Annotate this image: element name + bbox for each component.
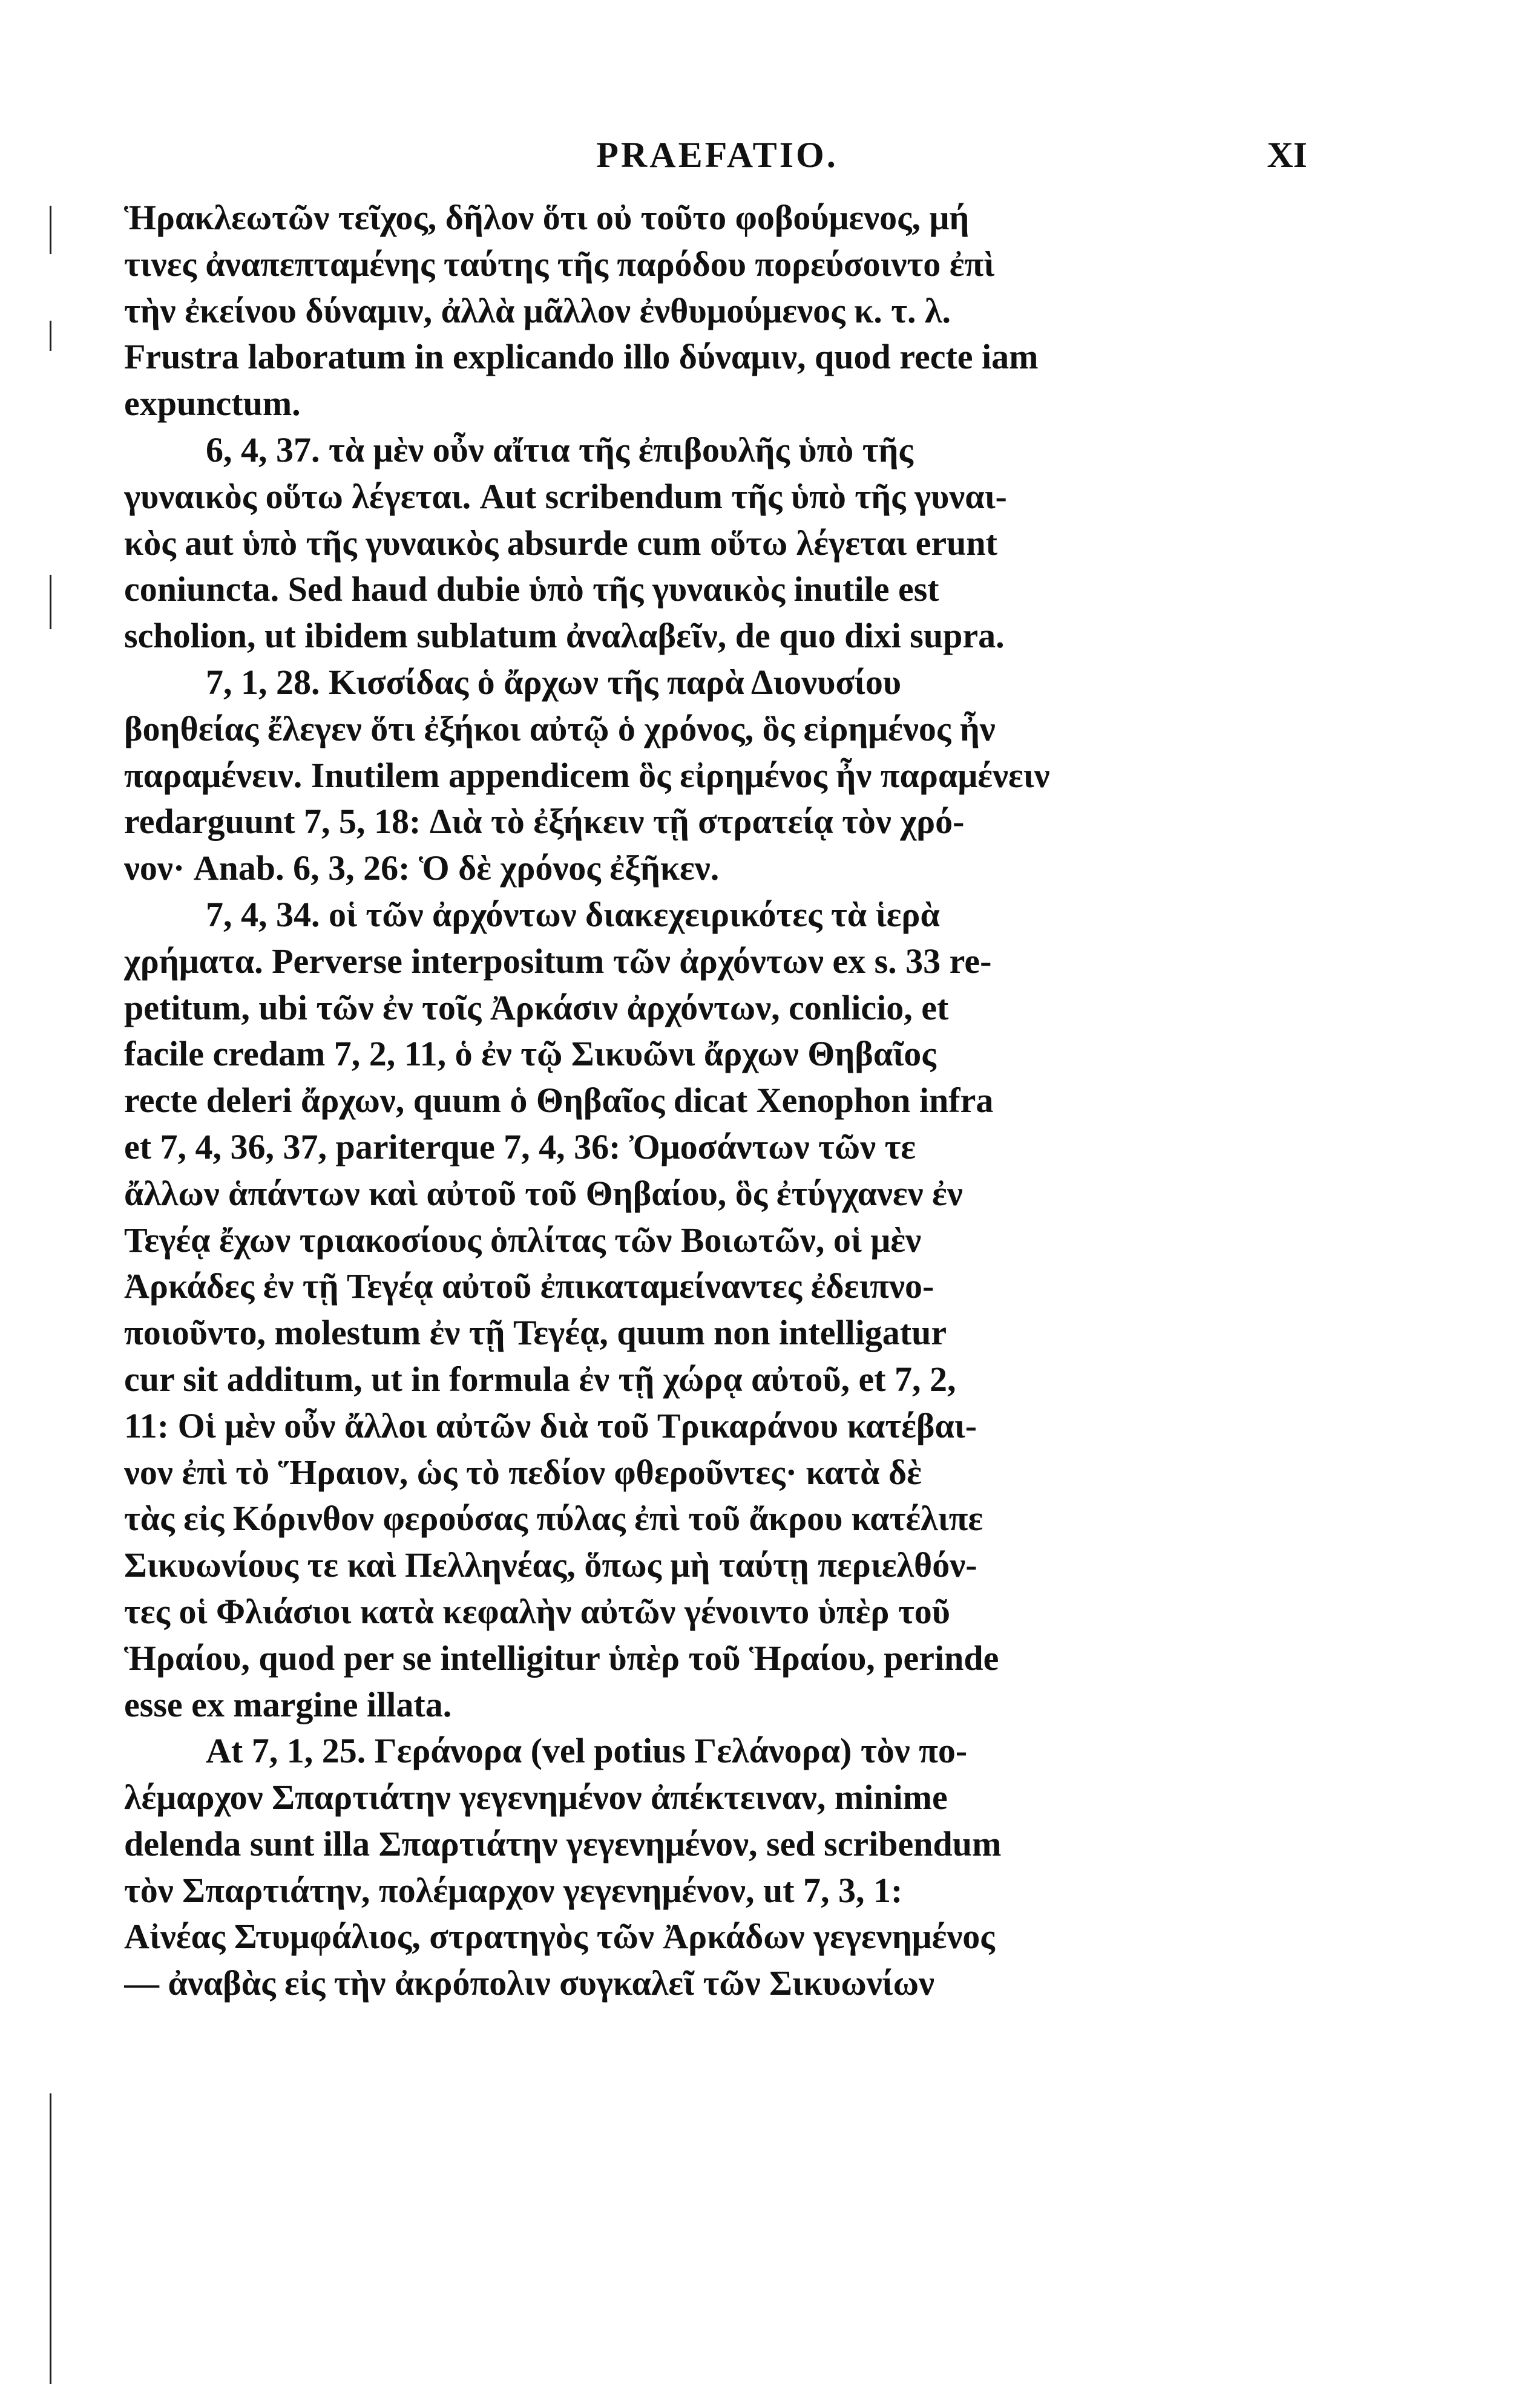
text-line: 7, 1, 28. Κισσίδας ὁ ἄρχων τῆς παρὰ Διονυσίου <box>206 662 901 702</box>
text-line: γυναικὸς οὕτω λέγεται. Aut scribendum τῆς ὑπὸ τῆς γυναι- <box>124 476 1007 516</box>
text-line: coniuncta. Sed haud dubie ὑπὸ τῆς γυναικὸς inutile est <box>124 569 939 609</box>
text-line: Ἀρκάδες ἐν τῇ Τεγέᾳ αὐτοῦ ἐπικαταμείναντες ἐδειπνο- <box>124 1266 934 1306</box>
text-line: delenda sunt illa Σπαρτιάτην γεγενημένον, sed scribendum <box>124 1824 1002 1863</box>
text-line: cur sit additum, ut in formula ἐν τῇ χώρᾳ αὐτοῦ, et 7, 2, <box>124 1359 956 1399</box>
text-line: petitum, ubi τῶν ἐν τοῖς Ἀρκάσιν ἀρχόντων, conlicio, et <box>124 987 949 1027</box>
text-line: ἄλλων ἁπάντων καὶ αὐτοῦ τοῦ Θηβαίου, ὃς ἐτύγχανεν ἐν <box>124 1173 963 1213</box>
text-line: facile credam 7, 2, 11, ὁ ἐν τῷ Σικυῶνι ἄρχων Θηβαῖος <box>124 1034 936 1074</box>
running-title: PRAEFATIO. <box>596 135 838 175</box>
text-line: 6, 4, 37. τὰ μὲν οὖν αἴτια τῆς ἐπιβουλῆς ὑπὸ τῆς <box>206 430 913 469</box>
text-line: χρήματα. Perverse interpositum τῶν ἀρχόντων ex s. 33 re- <box>124 941 992 981</box>
text-line: ποιοῦντο, molestum ἐν τῇ Τεγέᾳ, quum non intelligatur <box>124 1313 947 1353</box>
text-line: Σικυωνίους τε καὶ Πελληνέας, ὅπως μὴ ταύτῃ περιελθόν- <box>124 1545 977 1585</box>
text-line: scholion, ut ibidem sublatum ἀναλαβεῖν, de quo dixi supra. <box>124 616 1005 656</box>
text-line: τὰς εἰς Κόρινθον φερούσας πύλας ἐπὶ τοῦ ἄκρου κατέλιπε <box>124 1499 983 1539</box>
text-line: νον ἐπὶ τὸ Ἥραιον, ὡς τὸ πεδίον φθεροῦντες· κατὰ δὲ <box>124 1452 922 1492</box>
margin-rule-bottom <box>50 2093 51 2384</box>
page-header <box>127 134 1307 177</box>
text-line: Αἰνέας Στυμφάλιος, στρατηγὸς τῶν Ἀρκάδων γεγενημένος <box>124 1917 995 1957</box>
text-line: κὸς aut ὑπὸ τῆς γυναικὸς absurde cum οὕτω λέγεται erunt <box>124 523 997 563</box>
text-line: At 7, 1, 25. Γεράνορα (vel potius Γελάνορα) τὸν πο- <box>206 1731 968 1771</box>
page-number: XI <box>1267 135 1307 175</box>
margin-rule-lower <box>50 575 51 629</box>
text-line: Ἡραίου, quod per se intelligitur ὑπὲρ τοῦ Ἡραίου, perinde <box>124 1638 999 1678</box>
text-line: παραμένειν. Inutilem appendicem ὃς εἰρημένος ἦν παραμένειν <box>124 755 1050 795</box>
text-line: Τεγέᾳ ἔχων τριακοσίους ὁπλίτας τῶν Βοιωτῶν, οἱ μὲν <box>124 1220 921 1260</box>
text-line: τὴν ἐκείνου δύναμιν, ἀλλὰ μᾶλλον ἐνθυμούμενος κ. τ. λ. <box>124 290 951 330</box>
text-line: — ἀναβὰς εἰς τὴν ἀκρόπολιν συγκαλεῖ τῶν Σικυωνίων <box>124 1963 934 2003</box>
text-line: et 7, 4, 36, 37, pariterque 7, 4, 36: Ὀμοσάντων τῶν τε <box>124 1127 916 1166</box>
text-line: Frustra laboratum in explicando illo δύναμιν, quod recte iam <box>124 337 1039 377</box>
text-line: redarguunt 7, 5, 18: Διὰ τὸ ἐξήκειν τῇ στρατείᾳ τὸν χρό- <box>124 802 965 842</box>
margin-rule-top <box>50 206 51 254</box>
text-line: recte deleri ἄρχων, quum ὁ Θηβαῖος dicat Xenophon infra <box>124 1081 994 1121</box>
text-line: 7, 4, 34. οἱ τῶν ἀρχόντων διακεχειρικότες τὰ ἱερὰ <box>206 894 940 934</box>
text-line: τὸν Σπαρτιάτην, πολέμαρχον γεγενημένον, ut 7, 3, 1: <box>124 1870 903 1910</box>
text-line: τινες ἀναπεπταμένης ταύτης τῆς παρόδου πορεύσοιντο ἐπὶ <box>124 244 995 284</box>
text-line: esse ex margine illata. <box>124 1684 452 1724</box>
text-line: 11: Οἱ μὲν οὖν ἄλλοι αὐτῶν διὰ τοῦ Τρικαράνου κατέβαι- <box>124 1405 977 1445</box>
text-line: τες οἱ Φλιάσιοι κατὰ κεφαλὴν αὐτῶν γένοιντο ὑπὲρ τοῦ <box>124 1591 950 1631</box>
text-line: νον· Anab. 6, 3, 26: Ὁ δὲ χρόνος ἐξῆκεν. <box>124 848 720 888</box>
text-line: expunctum. <box>124 384 301 424</box>
margin-rule-mid <box>50 321 51 351</box>
text-line: λέμαρχον Σπαρτιάτην γεγενημένον ἀπέκτειναν, minime <box>124 1778 948 1817</box>
body-text <box>124 195 1309 2007</box>
text-line: βοηθείας ἔλεγεν ὅτι ἐξήκοι αὐτῷ ὁ χρόνος, ὃς εἰρημένος ἦν <box>124 708 996 748</box>
text-line: Ἡρακλεωτῶν τεῖχος, δῆλον ὅτι οὐ τοῦτο φοβούμενος, μή <box>124 198 970 237</box>
